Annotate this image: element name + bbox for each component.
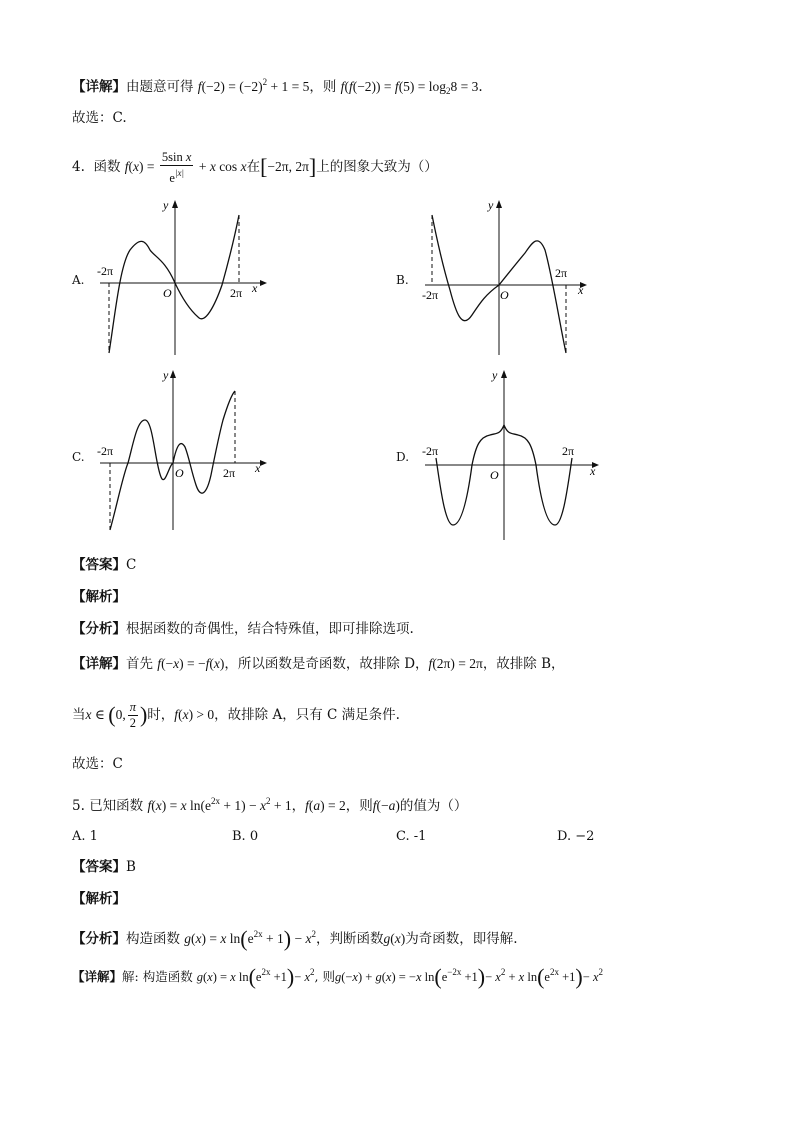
detail-tag: 【详解】 (72, 79, 126, 95)
x-label: x (252, 281, 258, 295)
q4-detail-2: 当x ∈ (0, $\frac{\pi}{2}$ )时，f(x) > 0，故排除 A，只有 C 满足条件. (72, 700, 400, 731)
graph-b[interactable] (420, 195, 600, 365)
q4-fenxi: 【分析】根据函数的奇偶性，结合特殊值，即可排除选项. (72, 621, 414, 637)
tick-pos: 2π (230, 286, 243, 300)
y-axis-arrow-icon (172, 200, 178, 208)
formula-f-minus2: $f(-2) = (-2)^2 + 1 = 5$ (197, 77, 310, 94)
x-label: x (578, 283, 584, 297)
curve (109, 215, 239, 353)
q5-option-a[interactable]: A. 1 (72, 829, 98, 844)
y-axis-arrow-icon (496, 200, 502, 208)
x-axis-arrow-icon (260, 280, 267, 286)
q5-answer: 【答案】B (72, 859, 136, 875)
option-c-label[interactable]: C. (72, 450, 85, 464)
tick-neg: -2π (97, 444, 114, 458)
top-detail-line: 【详解】由题意可得 $f(-2) = (-2)^2 + 1 = 5$，则 $f(f(-2)) = f(5) = \log_28 = 3$. (72, 77, 483, 96)
x-label: x (590, 464, 596, 478)
q5-fenxi: 【分析】构造函数 g(x) = x $\ln(e^{2x} + 1) - x^2$，判断函数g(x)为奇函数，即得解. (72, 926, 518, 951)
option-d-label[interactable]: D. (396, 450, 410, 464)
graph-d[interactable] (420, 365, 610, 545)
formula-ff: $f(f(-2)) = f(5) = \log_28 = 3$ (340, 79, 479, 96)
q5-detail: 【详解】解: 构造函数 g(x) = x $\ln(e^{2x} +1)- x^2$, 则g(−x) + g(x) = −x $\ln(e^{-2x} +1)- x^2 + x$ $\ln(e^{2x} +1)- x^2$ (72, 964, 603, 989)
graph-a[interactable] (95, 195, 275, 365)
q5-stem: 5. 已知函数 f(x) = x $\ln(e^{2x} + 1) - x^2 + 1$，f(a) = 2，则f(−a)的值为（） (72, 796, 468, 814)
option-b-label[interactable]: B. (396, 273, 409, 287)
q4-answer: 【答案】C (72, 557, 137, 573)
tick-neg: -2π (422, 288, 439, 302)
y-axis-arrow-icon (170, 370, 176, 378)
tick-pos: 2π (223, 466, 236, 480)
y-label: y (488, 198, 494, 212)
q5-option-b[interactable]: B. 0 (232, 829, 259, 844)
y-label: y (492, 368, 498, 382)
origin: O (490, 468, 499, 482)
q4-analysis-tag: 【解析】 (72, 589, 126, 605)
q5-option-c[interactable]: C. -1 (396, 829, 427, 844)
top-final: 故选：C. (72, 110, 127, 126)
x-label: x (255, 461, 261, 475)
q5-analysis-tag: 【解析】 (72, 891, 126, 907)
origin: O (500, 288, 509, 302)
tick-neg: -2π (97, 264, 114, 278)
tick-neg: -2π (422, 444, 439, 458)
q4-detail-1: 【详解】首先 f(−x) = −f(x)，所以函数是奇函数，故排除 D，f(2π) = 2π，故排除 B， (72, 656, 565, 672)
y-label: y (163, 368, 169, 382)
x-axis-arrow-icon (260, 460, 267, 466)
q4-stem: 4. 函数 f(x) = $\frac{\text{5sin x}}{e^{|x|}}$ + x cos x在[−2π, 2π]上的图象大致为（） (72, 150, 438, 185)
tick-pos: 2π (562, 444, 575, 458)
origin: O (175, 466, 184, 480)
q4-function: f(x) = $\frac{\text{5sin x}}{e^{|x|}}$ + x cos x (124, 150, 247, 185)
y-axis-arrow-icon (501, 370, 507, 378)
option-a-label[interactable]: A. (72, 273, 85, 287)
origin: O (163, 286, 172, 300)
q4-final: 故选：C (72, 756, 123, 772)
q5-option-d[interactable]: D. −2 (557, 829, 595, 844)
graph-c[interactable] (95, 365, 275, 535)
y-label: y (163, 198, 169, 212)
tick-pos: 2π (555, 266, 568, 280)
